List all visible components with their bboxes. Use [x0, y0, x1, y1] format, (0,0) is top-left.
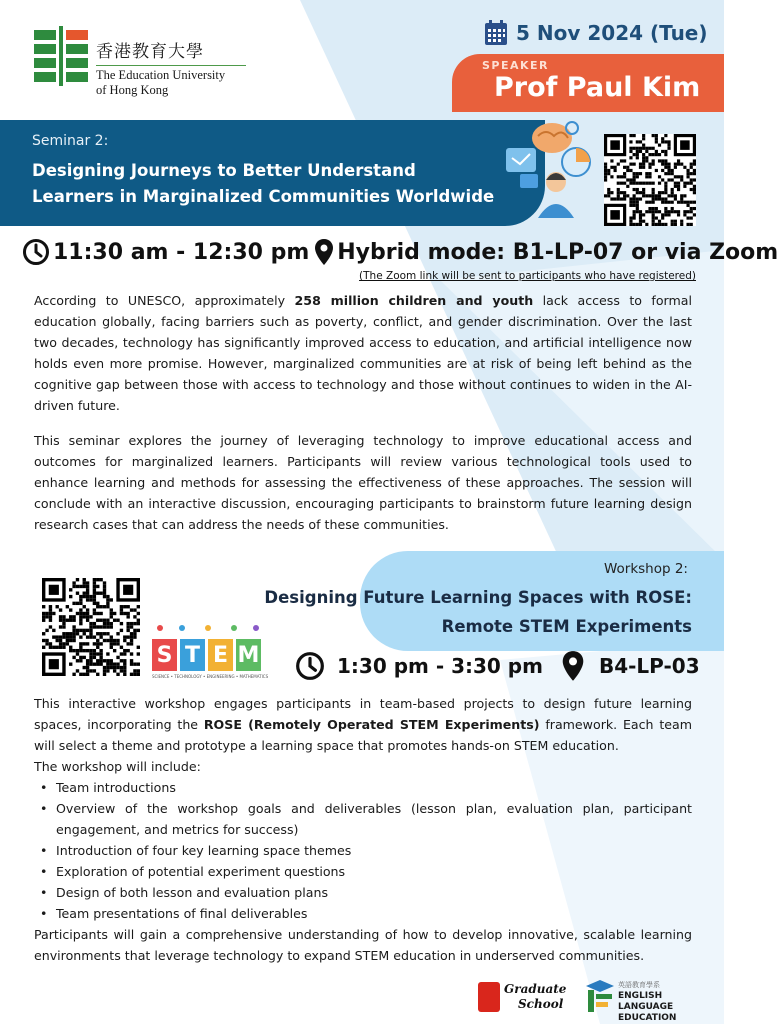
clock-icon — [22, 238, 50, 266]
workshop-qr-code[interactable] — [42, 578, 140, 676]
para1-text-a: According to UNESCO, approximately — [34, 293, 295, 308]
workshop-title-line1: Designing Future Learning Spaces with ROSE: — [264, 588, 692, 607]
workshop-description — [34, 693, 692, 966]
clock-icon — [295, 651, 325, 681]
graduate-school-logo — [504, 982, 566, 1012]
workshop-venue: B4-LP-03 — [598, 654, 700, 678]
event-date — [484, 20, 708, 46]
seminar-time: 11:30 am - 12:30 pm — [53, 239, 310, 265]
seminar-qr-code[interactable] — [604, 134, 696, 226]
list-item: • Introduction of four key learning space themes — [40, 840, 692, 861]
para1-bold: 258 million children and youth — [294, 293, 534, 308]
zoom-note: (The Zoom link will be sent to participants who have registered) — [359, 270, 696, 282]
seminar-time-venue — [22, 238, 778, 266]
location-pin-icon — [314, 238, 334, 266]
workshop-time-venue — [295, 650, 700, 682]
stem-letter-m: M — [236, 639, 261, 671]
list-item: • Design of both lesson and evaluation plans — [40, 882, 692, 903]
seminar-title-line1: Designing Journeys to Better Understand — [32, 161, 416, 180]
workshop-closing: Participants will gain a comprehensive understanding of how to develop innovative, scalable learning environments that leverage technology to expand STEM education in underserved communities. — [34, 927, 692, 963]
workshop-title-line2: Remote STEM Experiments — [441, 617, 692, 636]
ele-line1: ENGLISH LANGUAGE — [618, 991, 674, 1012]
learning-illustration — [500, 118, 600, 226]
ele-zh: 英語教育學系 — [618, 981, 660, 989]
seminar-title-line2: Learners in Marginalized Communities Worldwide — [32, 187, 495, 206]
date-text: 5 Nov 2024 (Tue) — [516, 21, 708, 45]
ele-line2: EDUCATION — [618, 1013, 677, 1023]
intro-text-a: This interactive workshop engages participants in team-based projects to design future learning spaces, incorporating the — [34, 696, 692, 732]
workshop-title — [264, 583, 692, 641]
footer-logos — [478, 978, 718, 1023]
seminar-banner — [0, 120, 545, 226]
list-item: • Exploration of potential experiment questions — [40, 861, 692, 882]
calendar-icon — [484, 20, 508, 46]
seminar-tag: Seminar 2: — [32, 133, 109, 149]
workshop-intro — [34, 693, 692, 756]
eduhk-name — [96, 37, 246, 98]
workshop-tag: Workshop 2: — [603, 561, 688, 577]
stem-logo-icons — [152, 623, 264, 633]
logo-divider — [96, 65, 246, 66]
ele-logo-text — [618, 980, 718, 1024]
intro-bold: ROSE (Remotely Operated STEM Experiments) — [203, 717, 540, 732]
speaker-label: SPEAKER — [482, 59, 550, 72]
workshop-time: 1:30 pm - 3:30 pm — [337, 654, 543, 678]
list-item: • Team presentations of final deliverables — [40, 903, 692, 924]
stem-caption: SCIENCE • TECHNOLOGY • ENGINEERING • MATHEMATICS — [152, 674, 269, 679]
stem-logo — [152, 618, 269, 679]
eduhk-emblem — [34, 26, 88, 90]
workshop-items — [40, 777, 692, 924]
seminar-paragraph-1 — [34, 290, 692, 416]
list-item: • Team introductions — [40, 777, 692, 798]
location-pin-icon — [561, 650, 585, 682]
speaker-banner — [452, 54, 724, 112]
seminar-paragraph-2: This seminar explores the journey of leveraging technology to improve educational access and outcomes for marginalized learners. Participants will review various technological tools used to enhance learning and methods for assessing the effectiveness of these approaches. The session will conclude with an interactive discussion, encouraging participants to brainstorm future learning design research cases that can address the needs of these communities. — [34, 433, 692, 532]
graduate-school-seal — [478, 982, 500, 1012]
intro-text-b: framework. Each team will select a theme and prototype a learning space that promotes hands-on STEM education. — [34, 717, 692, 753]
eduhk-logo — [34, 24, 264, 97]
eduhk-name-en-1: The Education University — [96, 68, 226, 82]
ele-logo-mark — [586, 980, 614, 1014]
graduate-line2: School — [518, 997, 564, 1011]
workshop-include-label: The workshop will include: — [34, 759, 201, 774]
eduhk-name-en-2: of Hong Kong — [96, 83, 169, 97]
seminar-venue: Hybrid mode: B1-LP-07 or via Zoom — [337, 239, 778, 265]
eduhk-name-zh: 香港教育大學 — [96, 42, 204, 61]
para1-text-b: lack access to formal education globally, facing barriers such as poverty, conflict, and gender discrimination. Over the last two decades, technology has significantly improved access to education, and artificial intelligence now holds even more promise. However, marginalized communities are at risk of being left behind as the cognitive gap between those with access to technology and those without continues to widen in the AI-driven future. — [34, 293, 693, 413]
list-item: • Overview of the workshop goals and deliverables (lesson plan, evaluation plan, participant engagement, and metrics for success) — [40, 798, 692, 840]
stem-letter-t: T — [180, 639, 205, 671]
speaker-name: Prof Paul Kim — [494, 72, 701, 103]
stem-letter-e: E — [208, 639, 233, 671]
graduate-line1: Graduate — [504, 982, 567, 996]
stem-letter-s: S — [152, 639, 177, 671]
seminar-title — [32, 158, 532, 210]
